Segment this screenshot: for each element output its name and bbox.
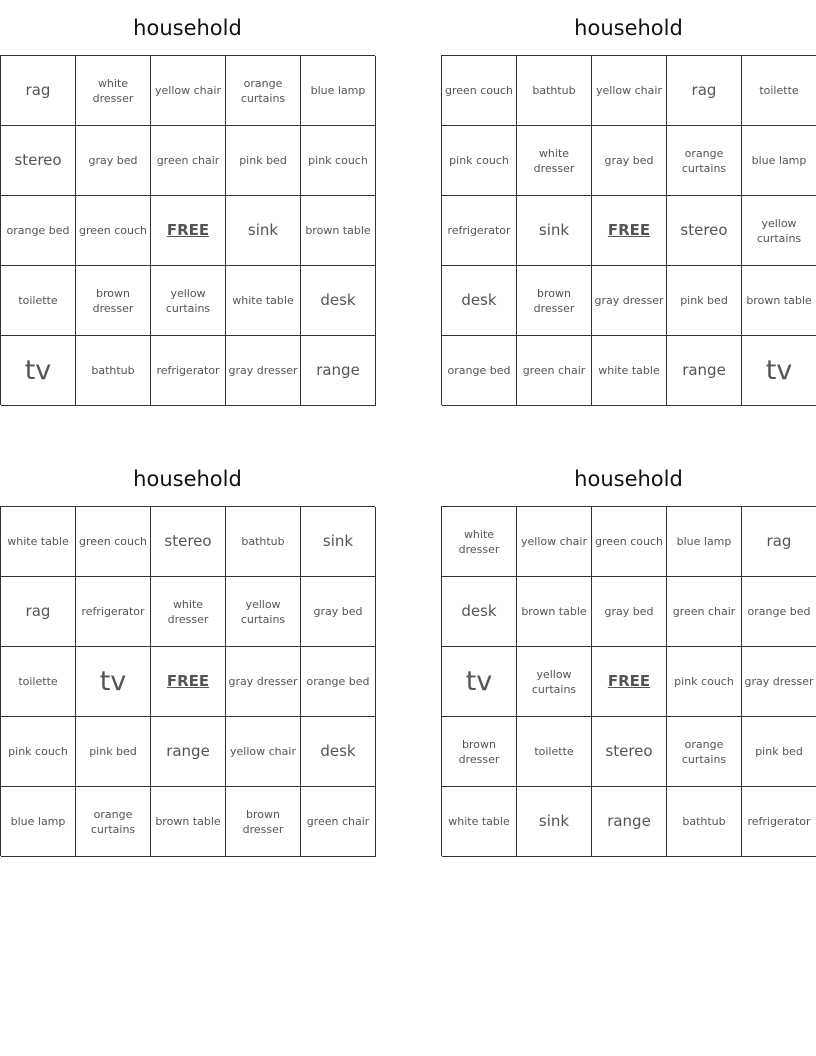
bingo-cell: gray dresser bbox=[226, 336, 301, 406]
bingo-cell: green couch bbox=[76, 507, 151, 577]
bingo-cell: rag bbox=[1, 56, 76, 126]
bingo-cell: orange bed bbox=[742, 577, 816, 647]
bingo-cell: pink couch bbox=[301, 126, 376, 196]
bingo-cell: sink bbox=[301, 507, 376, 577]
bingo-cell: toilette bbox=[1, 647, 76, 717]
bingo-cell: range bbox=[151, 717, 226, 787]
bingo-cell: green couch bbox=[592, 507, 667, 577]
bingo-cell: tv bbox=[1, 336, 76, 406]
bingo-cell: green chair bbox=[151, 126, 226, 196]
free-space-cell: FREE bbox=[151, 647, 226, 717]
free-space-cell: FREE bbox=[592, 647, 667, 717]
bingo-cell: sink bbox=[226, 196, 301, 266]
bingo-cell: yellow chair bbox=[592, 56, 667, 126]
bingo-cell: gray dresser bbox=[742, 647, 816, 717]
bingo-cell: gray bed bbox=[592, 126, 667, 196]
bingo-cell: orange bed bbox=[301, 647, 376, 717]
bingo-cell: white dresser bbox=[517, 126, 592, 196]
bingo-cell: brown table bbox=[517, 577, 592, 647]
bingo-cell: refrigerator bbox=[76, 577, 151, 647]
card-title: household bbox=[574, 16, 683, 40]
bingo-cell: blue lamp bbox=[742, 126, 816, 196]
bingo-cell: yellow curtains bbox=[517, 647, 592, 717]
bingo-cell: bathtub bbox=[517, 56, 592, 126]
bingo-cell: sink bbox=[517, 196, 592, 266]
bingo-cell: tv bbox=[442, 647, 517, 717]
bingo-cell: brown dresser bbox=[226, 787, 301, 857]
bingo-cell: gray bed bbox=[592, 577, 667, 647]
bingo-cell: yellow curtains bbox=[151, 266, 226, 336]
bingo-cell: brown dresser bbox=[442, 717, 517, 787]
bingo-cell: orange curtains bbox=[76, 787, 151, 857]
bingo-cell: green chair bbox=[301, 787, 376, 857]
bingo-cell: yellow chair bbox=[517, 507, 592, 577]
bingo-cell: pink couch bbox=[667, 647, 742, 717]
bingo-grid bbox=[0, 506, 375, 856]
bingo-card-1 bbox=[0, 0, 375, 405]
bingo-cell: toilette bbox=[742, 56, 816, 126]
free-space-cell: FREE bbox=[592, 196, 667, 266]
bingo-cell: blue lamp bbox=[667, 507, 742, 577]
bingo-cell: pink couch bbox=[1, 717, 76, 787]
bingo-cell: blue lamp bbox=[1, 787, 76, 857]
bingo-cell: white table bbox=[1, 507, 76, 577]
bingo-cell: green chair bbox=[517, 336, 592, 406]
bingo-cell: sink bbox=[517, 787, 592, 857]
bingo-cell: orange curtains bbox=[667, 717, 742, 787]
bingo-cell: rag bbox=[742, 507, 816, 577]
bingo-cell: rag bbox=[1, 577, 76, 647]
bingo-cell: bathtub bbox=[667, 787, 742, 857]
bingo-cell: yellow curtains bbox=[742, 196, 816, 266]
bingo-cell: brown table bbox=[151, 787, 226, 857]
bingo-cell: refrigerator bbox=[442, 196, 517, 266]
bingo-cell: refrigerator bbox=[151, 336, 226, 406]
bingo-cell: yellow curtains bbox=[226, 577, 301, 647]
bingo-cell: blue lamp bbox=[301, 56, 376, 126]
bingo-cell: green couch bbox=[76, 196, 151, 266]
bingo-cell: toilette bbox=[517, 717, 592, 787]
bingo-cell: desk bbox=[442, 577, 517, 647]
bingo-cell: desk bbox=[301, 717, 376, 787]
bingo-cell: yellow chair bbox=[226, 717, 301, 787]
bingo-cell: pink bed bbox=[667, 266, 742, 336]
bingo-cell: range bbox=[592, 787, 667, 857]
bingo-cell: white table bbox=[592, 336, 667, 406]
bingo-cell: brown table bbox=[742, 266, 816, 336]
bingo-cell: orange curtains bbox=[226, 56, 301, 126]
bingo-cell: tv bbox=[76, 647, 151, 717]
free-space-cell: FREE bbox=[151, 196, 226, 266]
bingo-card-3 bbox=[0, 451, 375, 856]
bingo-cell: brown dresser bbox=[76, 266, 151, 336]
bingo-cell: gray bed bbox=[301, 577, 376, 647]
bingo-cell: bathtub bbox=[226, 507, 301, 577]
bingo-cell: white table bbox=[442, 787, 517, 857]
bingo-cell: gray dresser bbox=[226, 647, 301, 717]
bingo-cell: pink couch bbox=[442, 126, 517, 196]
bingo-cell: white table bbox=[226, 266, 301, 336]
bingo-cell: orange bed bbox=[1, 196, 76, 266]
bingo-cell: refrigerator bbox=[742, 787, 816, 857]
bingo-cell: brown table bbox=[301, 196, 376, 266]
bingo-cell: stereo bbox=[592, 717, 667, 787]
bingo-cell: tv bbox=[742, 336, 816, 406]
bingo-grid bbox=[441, 506, 816, 856]
bingo-cell: brown dresser bbox=[517, 266, 592, 336]
bingo-cell: bathtub bbox=[76, 336, 151, 406]
bingo-cell: range bbox=[301, 336, 376, 406]
bingo-cell: rag bbox=[667, 56, 742, 126]
bingo-cell: toilette bbox=[1, 266, 76, 336]
bingo-card-4 bbox=[441, 451, 816, 856]
bingo-cell: stereo bbox=[667, 196, 742, 266]
bingo-cell: green chair bbox=[667, 577, 742, 647]
bingo-cell: stereo bbox=[151, 507, 226, 577]
bingo-cell: gray dresser bbox=[592, 266, 667, 336]
bingo-cell: yellow chair bbox=[151, 56, 226, 126]
bingo-cell: white dresser bbox=[76, 56, 151, 126]
bingo-grid bbox=[441, 55, 816, 405]
bingo-cell: orange curtains bbox=[667, 126, 742, 196]
bingo-cell: orange bed bbox=[442, 336, 517, 406]
card-title: household bbox=[574, 467, 683, 491]
bingo-cell: pink bed bbox=[76, 717, 151, 787]
card-title: household bbox=[133, 16, 242, 40]
bingo-cell: pink bed bbox=[226, 126, 301, 196]
bingo-cell: green couch bbox=[442, 56, 517, 126]
bingo-cell: pink bed bbox=[742, 717, 816, 787]
bingo-cell: range bbox=[667, 336, 742, 406]
bingo-cell: gray bed bbox=[76, 126, 151, 196]
bingo-cell: desk bbox=[442, 266, 517, 336]
bingo-cell: stereo bbox=[1, 126, 76, 196]
bingo-grid bbox=[0, 55, 375, 405]
card-title: household bbox=[133, 467, 242, 491]
bingo-cell: white dresser bbox=[151, 577, 226, 647]
bingo-cell: desk bbox=[301, 266, 376, 336]
bingo-card-2 bbox=[441, 0, 816, 405]
bingo-cell: white dresser bbox=[442, 507, 517, 577]
